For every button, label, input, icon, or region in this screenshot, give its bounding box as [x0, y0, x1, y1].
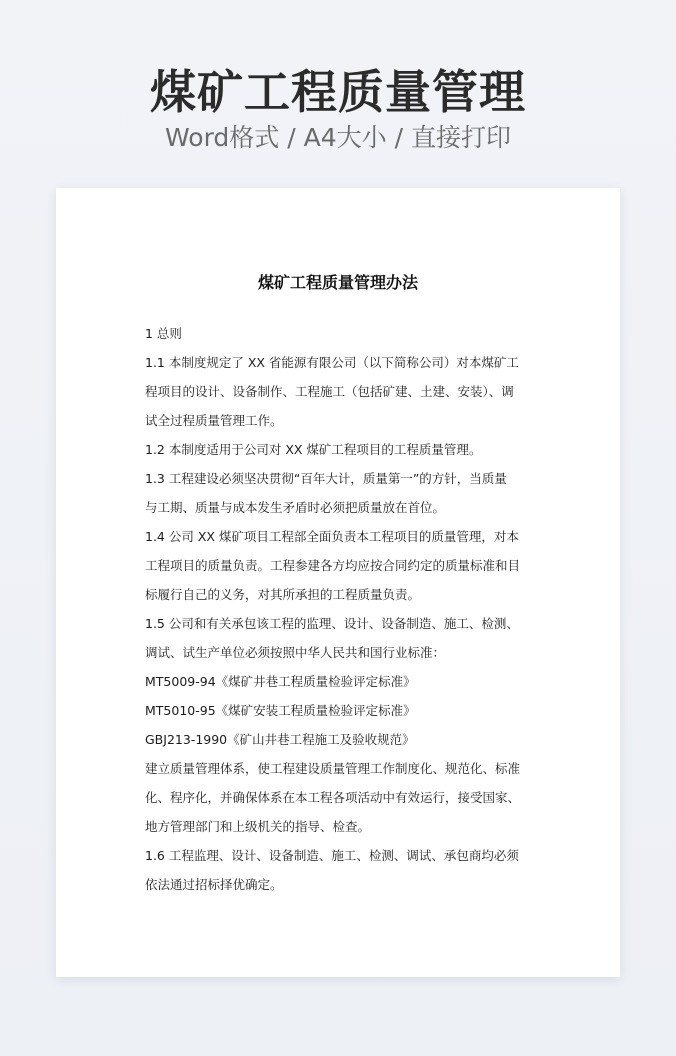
- text-line: 化、程序化，并确保体系在本工程各项活动中有效运行，接受国家、: [145, 790, 521, 805]
- text-line: 调试、试生产单位必须按照中华人民共和国行业标准：: [145, 645, 446, 660]
- document-page: [56, 188, 620, 977]
- text-line: 建立质量管理体系，使工程建设质量管理工作制度化、规范化、标准: [145, 761, 521, 776]
- text-line: 1.2 本制度适用于公司对 XX 煤矿工程项目的工程质量管理。: [145, 442, 482, 457]
- banner-subtitle: Word格式 / A4大小 / 直接打印: [165, 123, 511, 152]
- text-line: 1.1 本制度规定了 XX 省能源有限公司（以下简称公司）对本煤矿工: [145, 355, 519, 370]
- text-line: 工程项目的质量负责。工程参建各方均应按合同约定的质量标准和目: [145, 558, 521, 573]
- text-line: 1 总则: [145, 326, 182, 341]
- document-title: 煤矿工程质量管理办法: [257, 273, 418, 292]
- text-line: 1.3 工程建设必须坚决贯彻“百年大计，质量第一”的方针，当质量: [145, 471, 507, 486]
- text-line: 程项目的设计、设备制作、工程施工（包括矿建、土建、安装）、调: [145, 384, 514, 399]
- text-line: MT5009-94《煤矿井巷工程质量检验评定标准》: [145, 674, 416, 689]
- text-line: GBJ213-1990《矿山井巷工程施工及验收规范》: [145, 732, 415, 747]
- text-line: 依法通过招标择优确定。: [145, 877, 283, 892]
- text-line: MT5010-95《煤矿安装工程质量检验评定标准》: [145, 703, 416, 718]
- text-line: 1.5 公司和有关承包该工程的监理、设计、设备制造、施工、检测、: [145, 616, 519, 631]
- document-body: [145, 319, 533, 899]
- text-line: 与工期、质量与成本发生矛盾时必须把质量放在首位。: [145, 500, 446, 515]
- text-line: 标履行自己的义务，对其所承担的工程质量负责。: [145, 587, 421, 602]
- text-line: 1.6 工程监理、设计、设备制造、施工、检测、调试、承包商均必须: [145, 848, 519, 863]
- banner-title: 煤矿工程质量管理: [150, 65, 526, 119]
- text-line: 1.4 公司 XX 煤矿项目工程部全面负责本工程项目的质量管理，对本: [145, 529, 519, 544]
- text-line: 试全过程质量管理工作。: [145, 413, 283, 428]
- text-line: 地方管理部门和上级机关的指导、检查。: [145, 819, 371, 834]
